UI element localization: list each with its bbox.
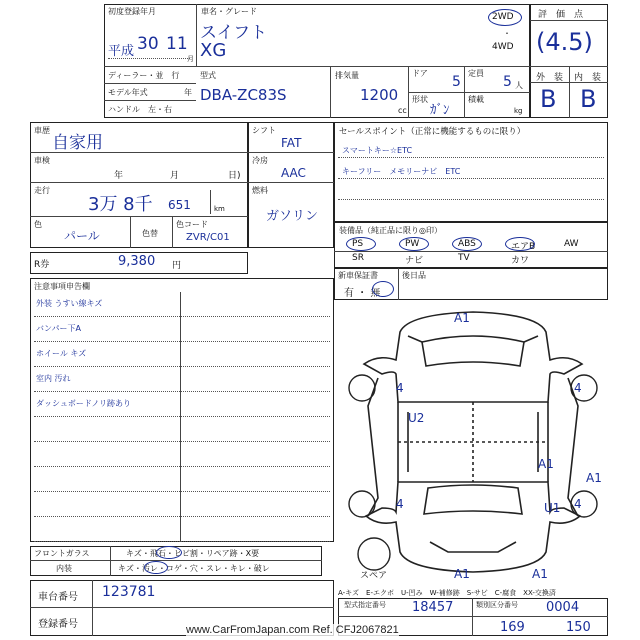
color-code-label: 色コード xyxy=(176,220,208,229)
usage-label: 車歴 xyxy=(34,126,50,135)
car-name: スイフト xyxy=(200,23,268,43)
warranty-label: 新車保証書 xyxy=(338,271,378,280)
year-suffix: 年 xyxy=(184,88,192,97)
color-code: ZVR/C01 xyxy=(186,232,230,243)
color-label: 色 xyxy=(34,220,42,229)
sales-point-1: スマートキー☆ETC xyxy=(342,146,413,155)
note-line-1: 外装 うすい線キズ xyxy=(36,299,103,308)
spare-label: スペア xyxy=(360,571,388,581)
sales-point-2: キーフリー メモリーナビ ETC xyxy=(342,167,461,176)
glass-label: フロントガラス xyxy=(34,549,90,558)
equip-item-1-3: ABS xyxy=(458,239,476,249)
damage-mark-4: U2 xyxy=(408,411,425,425)
equip-circle-2 xyxy=(399,237,429,251)
drive-separator: ・ xyxy=(503,29,511,38)
cc-unit: cc xyxy=(398,106,407,115)
reg-no-label: 登録番号 xyxy=(38,619,78,630)
reg-month: 11 xyxy=(166,34,188,54)
equip-item-2-3: TV xyxy=(458,253,470,263)
km-unit: km xyxy=(214,205,225,213)
drive-2wd: 2WD xyxy=(492,12,514,22)
exterior-grade: B xyxy=(540,85,557,113)
equip-circle-3 xyxy=(452,237,482,251)
model-code: DBA-ZC83S xyxy=(200,86,287,104)
note-line-2: バンパー下A xyxy=(36,324,81,333)
reg-year-label: 初度登録年月 xyxy=(108,7,156,16)
damage-mark-11: A1 xyxy=(532,567,548,581)
doors: 5 xyxy=(452,74,461,90)
type-label: 型式 xyxy=(200,71,216,80)
equip-item-1-1: PS xyxy=(352,239,364,249)
interior-grade: B xyxy=(580,85,597,113)
usage: 自家用 xyxy=(52,133,103,153)
grade: XG xyxy=(200,40,227,61)
mileage: 3万 8千 xyxy=(88,194,153,215)
capacity: 5 xyxy=(503,74,512,90)
reg-month-unit: 月 xyxy=(187,55,194,63)
inspection-month: 月 xyxy=(170,171,180,181)
equip-item-2-2: ナビ xyxy=(405,256,424,266)
equip-item-2-1: SR xyxy=(352,253,364,263)
interior-mark-circle xyxy=(144,561,168,574)
damage-mark-3: 4 xyxy=(574,381,582,395)
recycle-label: 後日品 xyxy=(402,271,426,280)
note-line-5: ダッシュボードノリ跡あり xyxy=(36,399,132,408)
damage-legend: A-キズ E-エクボ U-凹み W-補修跡 S-サビ C-腐食 XX-交換済 xyxy=(338,589,556,597)
spec-no-2: 0004 xyxy=(546,600,580,615)
spec-label-1: 型式指定番号 xyxy=(344,601,386,609)
watermark: www.CarFromJapan.com Ref. CFJ2067821 xyxy=(186,624,399,636)
handle-label: ハンドル 左・右 xyxy=(108,105,172,114)
fuel-label: 燃料 xyxy=(252,186,268,195)
shift: FAT xyxy=(281,136,302,150)
notes-block xyxy=(30,278,334,542)
weight-2: 150 xyxy=(566,620,591,635)
weight-1: 169 xyxy=(500,620,525,635)
yen-unit: 円 xyxy=(172,261,182,271)
mileage-rest: 651 xyxy=(168,198,191,212)
equip-circle-1 xyxy=(346,237,376,251)
inspection-year: 年 xyxy=(114,171,124,181)
car-damage-diagram xyxy=(338,302,608,582)
ac-label: 冷房 xyxy=(252,156,268,165)
equip-item-1-5: AW xyxy=(564,239,579,249)
displacement-label: 排気量 xyxy=(335,71,359,80)
damage-mark-1: A1 xyxy=(454,311,470,325)
spec-label-2: 類別区分番号 xyxy=(476,601,518,609)
interior-options: キズ・汚レ・コゲ・穴・スレ・キレ・破レ xyxy=(118,564,270,573)
score: (4.5) xyxy=(536,28,593,56)
damage-mark-2: 4 xyxy=(396,381,404,395)
equip-label: 装備品（純正品に限り◎印） xyxy=(339,226,442,235)
glass-options: キズ・飛石・ヒビ割・リペア跡・X要 xyxy=(126,549,260,558)
mileage-label: 走行 xyxy=(34,186,50,195)
interior-label: 内 装 xyxy=(574,73,602,83)
inspection-label: 車検 xyxy=(34,156,50,165)
damage-mark-6: A1 xyxy=(586,471,602,485)
damage-mark-5: A1 xyxy=(538,457,554,471)
warranty-value: 有 ・ 無 xyxy=(344,288,381,299)
equip-item-2-4: カワ xyxy=(511,256,530,266)
equip-circle-4 xyxy=(505,237,535,251)
drive-4wd: 4WD xyxy=(492,42,514,52)
car-no-label: 車台番号 xyxy=(38,592,78,603)
shape-label: 形状 xyxy=(412,95,428,104)
load-label: 積載 xyxy=(468,95,484,104)
spec-no-1: 18457 xyxy=(412,600,454,615)
note-line-3: ホイール キズ xyxy=(36,349,87,358)
displacement: 1200 xyxy=(360,86,399,104)
warranty-circle xyxy=(372,281,394,297)
equip-item-1-2: PW xyxy=(405,239,420,249)
color-swap-label: 色替 xyxy=(142,229,158,238)
inspection-day: 日) xyxy=(228,171,241,181)
reg-year: 30 xyxy=(137,34,159,54)
fuel: ガソリン xyxy=(266,209,319,224)
r-amount: 9,380 xyxy=(118,254,156,269)
shift-label: シフト xyxy=(252,126,276,135)
name-label: 車名・グレード xyxy=(201,7,257,16)
model-year-label: モデル年式 xyxy=(108,88,148,97)
r-label: R券 xyxy=(34,260,50,270)
note-line-4: 室内 汚れ xyxy=(36,374,71,383)
damage-mark-7: 4 xyxy=(396,497,404,511)
glass-mark-circle xyxy=(156,546,182,559)
notes-label: 注意事項申告欄 xyxy=(34,282,90,291)
sales-label: セールスポイント（正常に機能するものに限り） xyxy=(339,127,526,137)
damage-mark-8: 4 xyxy=(574,497,582,511)
damage-mark-10: A1 xyxy=(454,567,470,581)
door-label: ドア xyxy=(412,69,428,78)
dealer-label: ディーラー・並 行 xyxy=(108,71,180,80)
damage-mark-9: U1 xyxy=(544,501,561,515)
car-no: 123781 xyxy=(102,584,156,600)
shape: ｶﾞﾝ xyxy=(430,103,450,118)
exterior-label: 外 装 xyxy=(536,73,564,83)
capacity-unit: 人 xyxy=(515,81,523,90)
equip-item-1-4: エアB xyxy=(511,242,536,252)
color: パール xyxy=(64,229,100,243)
interior-row-label: 内装 xyxy=(56,564,72,573)
ac: AAC xyxy=(281,166,306,180)
eval-label: 評 価 点 xyxy=(538,10,584,20)
capacity-label: 定員 xyxy=(468,69,484,78)
reg-era: 平成 xyxy=(108,44,135,59)
kg-unit: kg xyxy=(514,107,523,115)
